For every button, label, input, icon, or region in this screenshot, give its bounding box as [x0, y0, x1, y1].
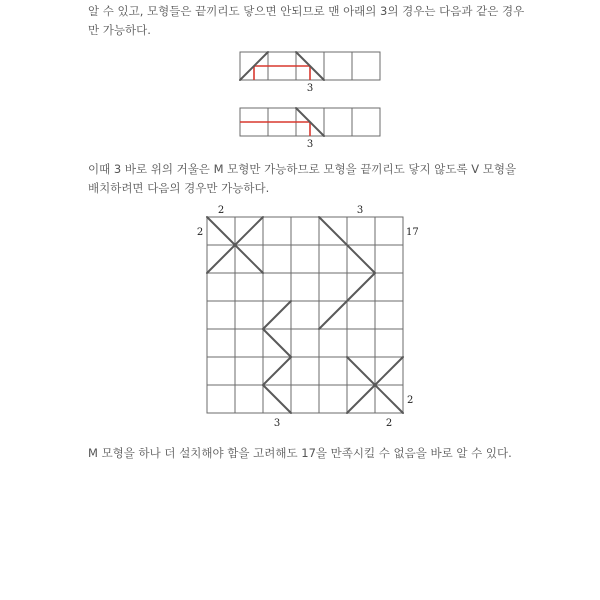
mirror-zigzag-1 — [263, 301, 291, 329]
grid-label-top-left: 2 — [217, 205, 225, 216]
paragraph-intro: 알 수 있고, 모형들은 끝끼리도 닿으면 안되므로 맨 아래의 3의 경우는 다음과 같은 경우만 가능하다. — [88, 4, 525, 37]
paragraph-explanation: 이때 3 바로 위의 거울은 M 모형만 가능하므로 모형을 끝끼리도 닿지 않도록 V 모형을 배치하려면 다음의 경우만 가능하다. — [88, 162, 517, 195]
strip-figure-2 — [240, 108, 380, 150]
grid-label-right-top: 17 — [406, 227, 419, 238]
grid-label-bottom-left: 3 — [273, 418, 281, 429]
grid-label-left: 2 — [196, 227, 204, 238]
mirror-zigzag-2 — [263, 329, 291, 357]
grid-label-right-bottom: 2 — [407, 395, 414, 406]
grid-label-top-right: 3 — [356, 205, 364, 216]
strip1-cell — [352, 52, 380, 80]
strip2-label: 3 — [306, 139, 314, 150]
strip1-label: 3 — [306, 83, 314, 94]
strip-figure-1 — [240, 52, 380, 94]
mirror-zigzag-3 — [263, 357, 291, 385]
strip1-cell — [324, 52, 352, 80]
paragraph-conclusion: M 모형을 하나 더 설치해야 함을 고려해도 17을 만족시킬 수 없음을 바로 알 수 있다. — [88, 446, 512, 460]
mirror-grid — [197, 205, 419, 429]
strip2-cell — [352, 108, 380, 136]
mirror-zigzag-4 — [263, 385, 291, 413]
grid-label-bottom-right: 2 — [385, 418, 393, 429]
strip2-cell — [324, 108, 352, 136]
